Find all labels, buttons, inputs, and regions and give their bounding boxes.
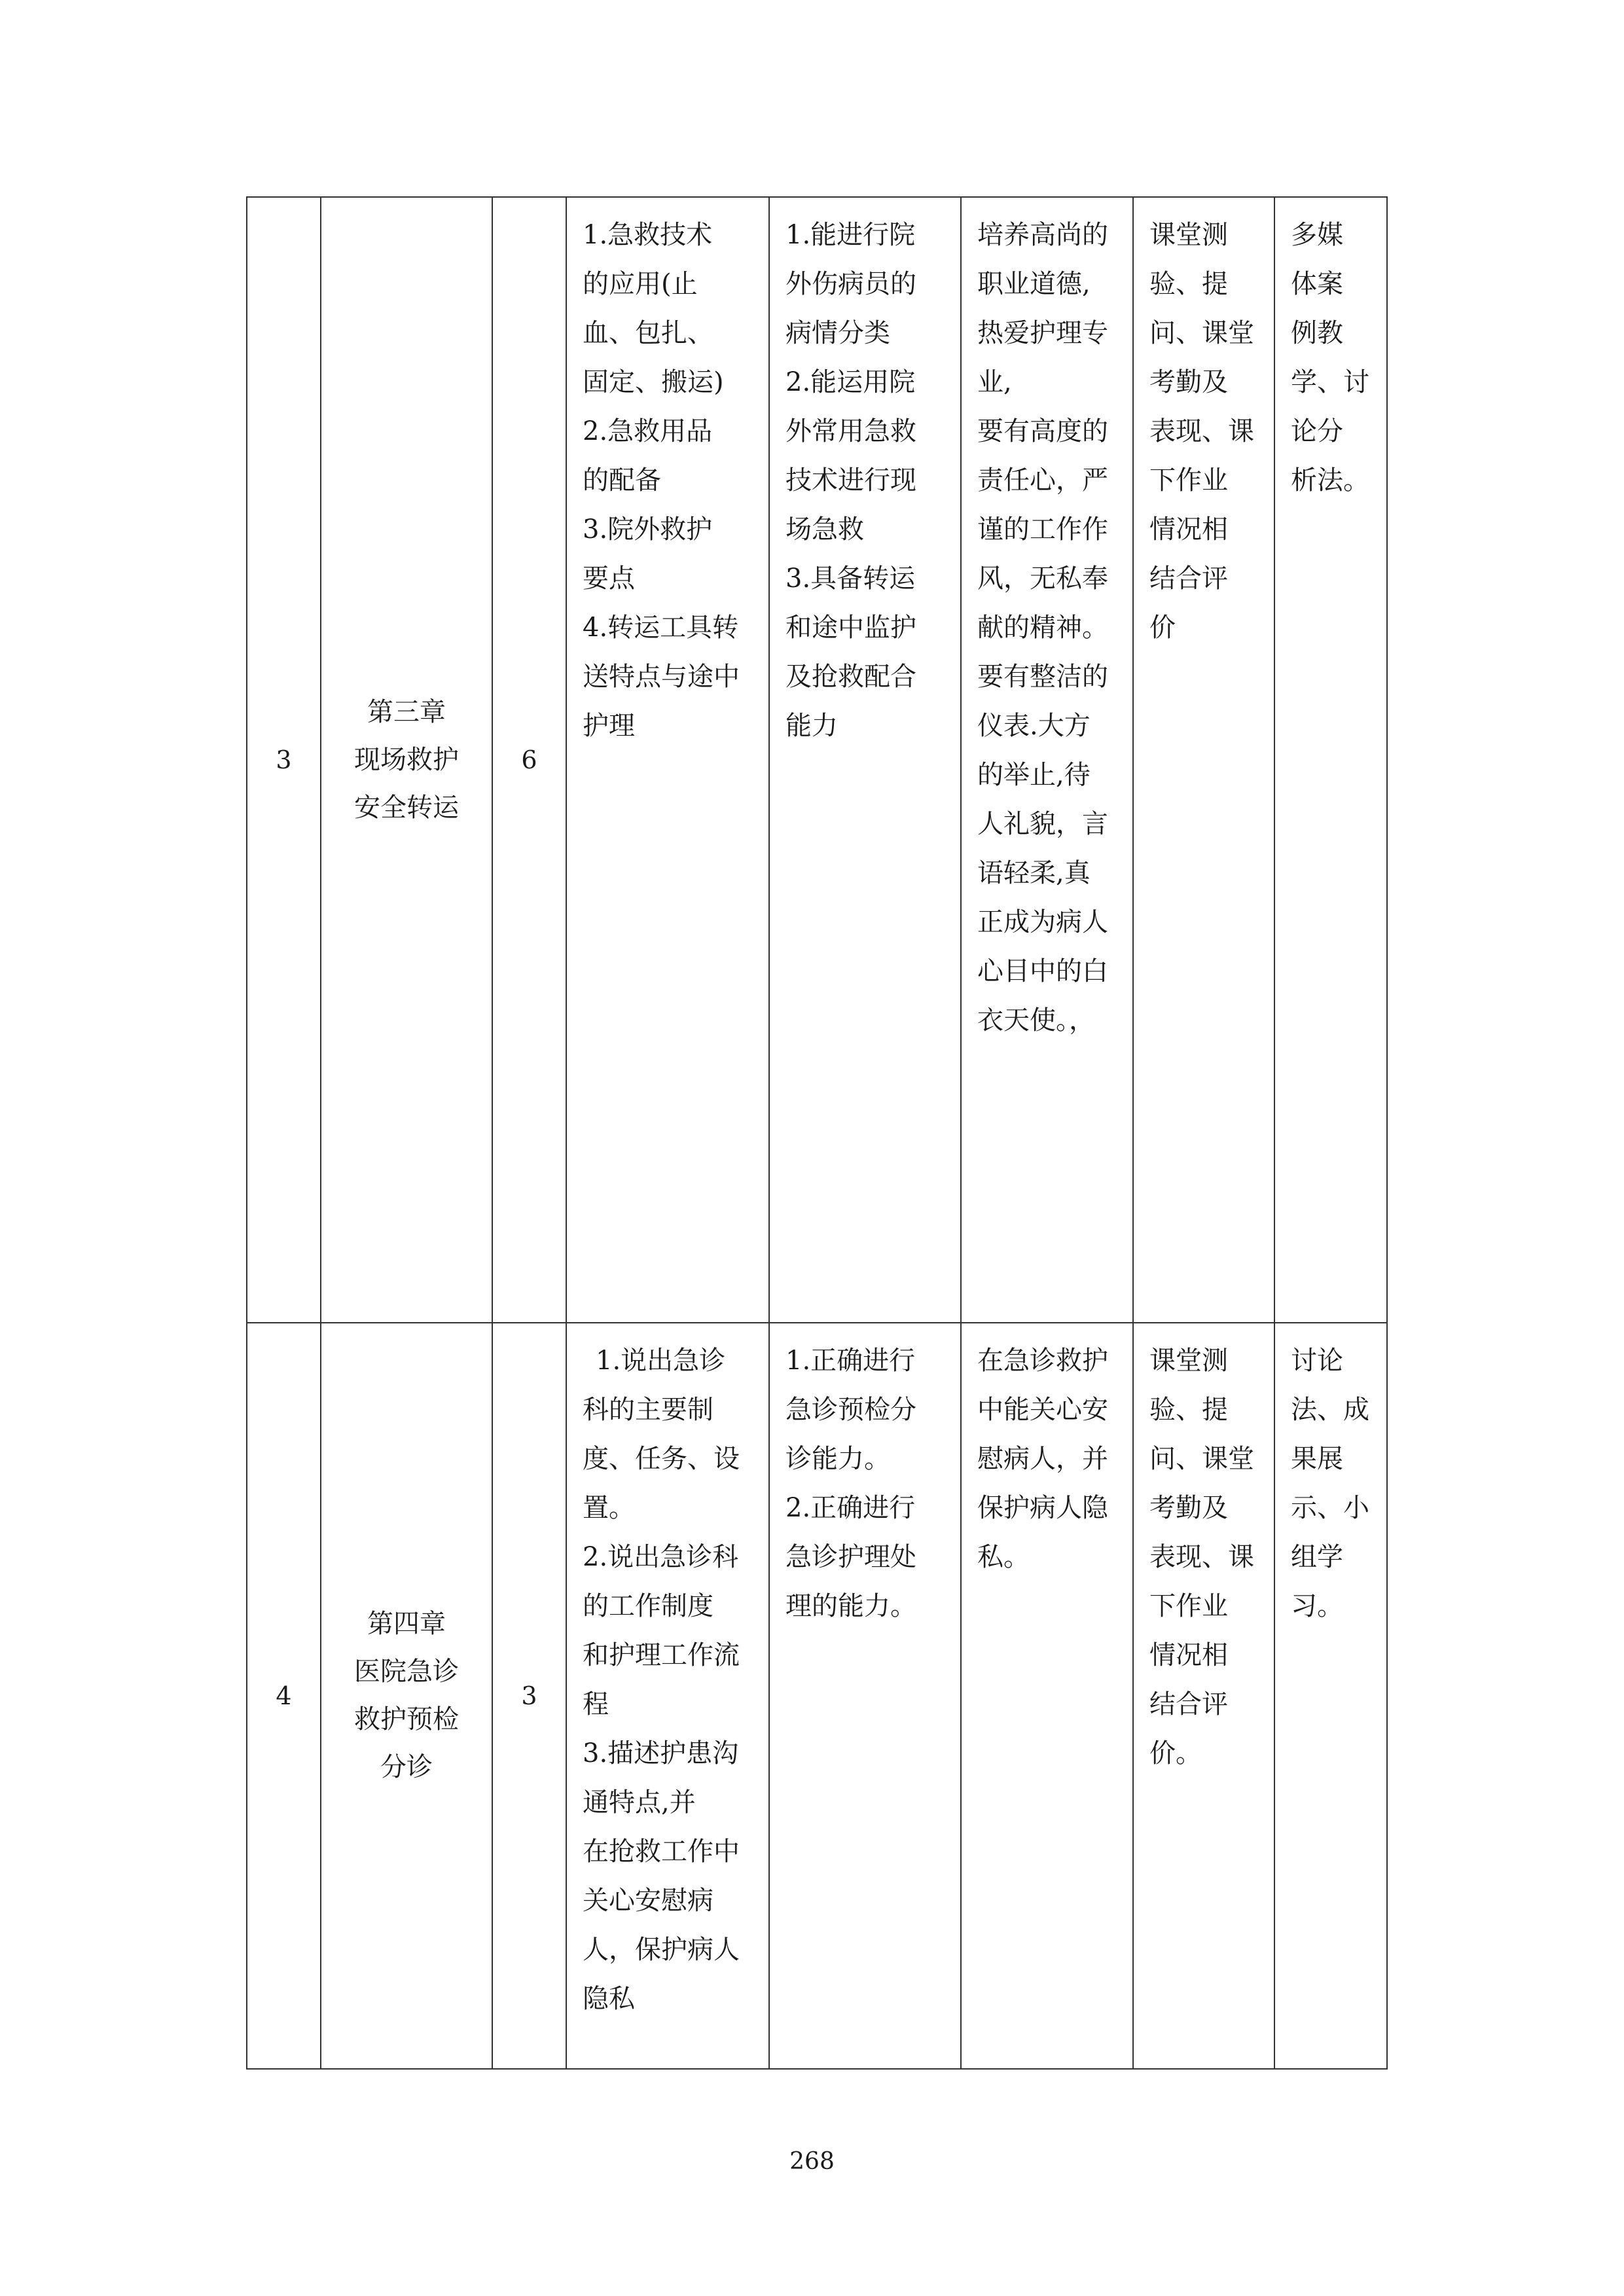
row-index: 3 bbox=[247, 197, 321, 1323]
teaching-method: 多媒 体案 例教 学、讨 论分 析法。 bbox=[1274, 197, 1387, 1323]
row-index: 4 bbox=[247, 1323, 321, 2069]
teaching-content: 1.说出急诊 科的主要制 度、任务、设 置。 2.说出急诊科 的工作制度 和护理工作流 程 3.描述护患沟 通特点,并 在抢救工作中 关心安慰病 人，保护病人 隐私 bbox=[566, 1323, 769, 2069]
course-table bbox=[246, 196, 1388, 2070]
quality-goals: 在急诊救护 中能关心安 慰病人，并 保护病人隐 私。 bbox=[961, 1323, 1133, 2069]
assessment-method: 课堂测 验、提 问、课堂 考勤及 表现、课 下作业 情况相 结合评 价 bbox=[1133, 197, 1274, 1323]
teaching-method: 讨论 法、成 果展 示、小 组学 习。 bbox=[1274, 1323, 1387, 2069]
assessment-method: 课堂测 验、提 问、课堂 考勤及 表现、课 下作业 情况相 结合评 价。 bbox=[1133, 1323, 1274, 2069]
chapter-title: 第三章 现场救护 安全转运 bbox=[321, 197, 492, 1323]
class-hours: 3 bbox=[492, 1323, 566, 2069]
table-row bbox=[247, 1323, 1387, 2069]
page-number: 268 bbox=[789, 2148, 835, 2175]
ability-goals: 1.能进行院 外伤病员的 病情分类 2.能运用院 外常用急救 技术进行现 场急救 3.具备转运 和途中监护 及抢救配合 能力 bbox=[769, 197, 961, 1323]
chapter-title: 第四章 医院急诊 救护预检 分诊 bbox=[321, 1323, 492, 2069]
ability-goals: 1.正确进行 急诊预检分 诊能力。 2.正确进行 急诊护理处 理的能力。 bbox=[769, 1323, 961, 2069]
class-hours: 6 bbox=[492, 197, 566, 1323]
quality-goals: 培养高尚的 职业道德, 热爱护理专 业, 要有高度的 责任心，严 谨的工作作 风，无私奉 献的精神。 要有整洁的 仪表.大方 的举止,待 人礼貌，言 语轻柔,真 正成为病人 心目中的白 衣天使。， bbox=[961, 197, 1133, 1323]
teaching-content: 1.急救技术 的应用(止 血、包扎、 固定、搬运) 2.急救用品 的配备 3.院外救护 要点 4.转运工具转 送特点与途中 护理 bbox=[566, 197, 769, 1323]
table-row bbox=[247, 197, 1387, 1323]
